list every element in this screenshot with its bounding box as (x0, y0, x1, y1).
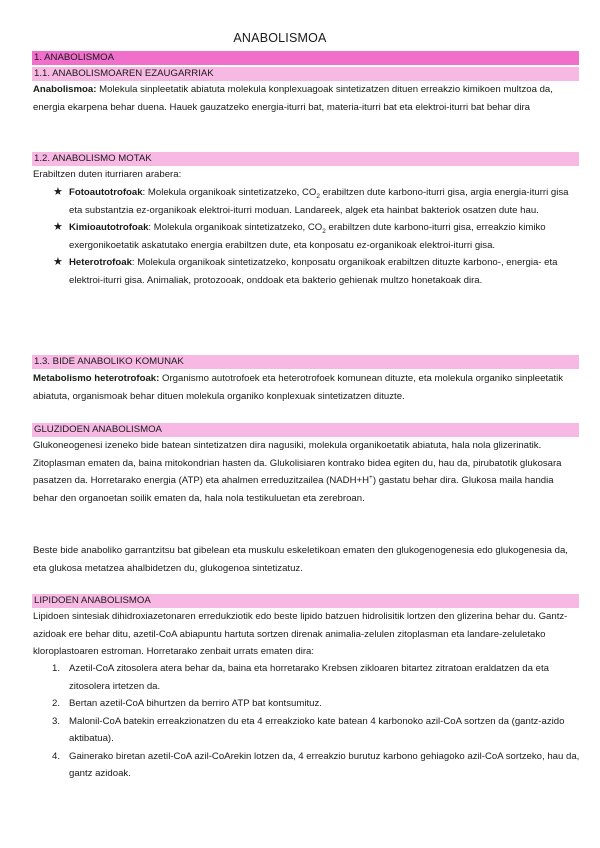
item-text: : Molekula organikoak sintetizatzeko, CO (148, 222, 323, 233)
paragraph-glukoneogenesi (33, 437, 580, 507)
paragraph-metabolismo-heterotrofoak (33, 370, 580, 405)
term-anabolismoa: Anabolismoa: (33, 84, 97, 95)
step-number: 4. (52, 750, 61, 762)
list-item-step (33, 695, 580, 713)
paragraph-anabolismoa-definition (33, 81, 580, 116)
list-item-heterotrofoak (33, 254, 580, 289)
superscript: + (369, 473, 373, 481)
paragraph-text: Glukoneogenesi izeneko bide batean sintetizatzen dira nagusiki, molekula organikoetatik abiatuta, hala nola glizerinatik. Zitoplasman ematen da, baina mitokondrian hasten da. Glukolisiaren kontrako bidea egiten du, hau da, pirubatotik glukosara pasatzen da. Horretarako energia (ATP) eta ahalmen erreduzitzailea (NADH+H (33, 440, 562, 486)
star-bullet-icon: ★ (53, 186, 63, 198)
list-item-step (33, 713, 580, 748)
step-text: Azetil-CoA zitosolera atera behar da, baina eta horretarako Krebsen zikloaren bitartez zitratoan eraldatzen da eta zitosolera irtetzen da. (69, 663, 549, 692)
list-item-kimioautotrofoak (33, 219, 580, 254)
steps-list (33, 660, 580, 783)
list-item-step (33, 660, 580, 695)
term-metabolismo-heterotrofoak: Metabolismo heterotrofoak: (33, 373, 160, 384)
item-text: erabiltzen dute karbono-iturri gisa, erreakzio kimiko exergonikoetatik askatutako energia erabiltzen dute, eta konposatu ez-organikoak elektroi-iturri gisa. (69, 222, 546, 251)
subsection-heading-motak: 1.2. ANABOLISMO MOTAK (32, 152, 579, 166)
paragraph-lipidoen-sintesia: Lipidoen sintesiak dihidroxiazetonaren erredukziotik edo beste lipido batzuen hidrolisitik lortzen den glizerina behar du. Gantz-azidoak ere behar ditu, azetil-CoA abiapuntu hartuta sortzen direnak animalia-zelulen zitoplasman eta landare-zeluletako kloroplastoaren estroman. Horretarako zenbait urrats ematen dira: (33, 611, 568, 657)
paragraph-glukogenogenesia: Beste bide anaboliko garrantzitsu bat gibelean eta muskulu eskeletikoan ematen den glukogenogenesia edo glukogenesia da, eta glukosa metatzea ahalbidetzen du, glukogenoa sintetizatuz. (33, 545, 568, 574)
subsection-heading-ezaugarriak: 1.1. ANABOLISMOAREN EZAUGARRIAK (32, 67, 579, 81)
item-text: erabiltzen dute karbono-iturri gisa, argia energia-iturri gisa eta substantzia ez-organikoak elektroi-iturri moduan. Landareek, algek eta hainbat bakteriok osatzen dute hau. (69, 187, 569, 216)
step-number: 3. (52, 715, 61, 727)
item-text: : Molekula organikoak sintetizatzeko, CO (142, 187, 317, 198)
subsection-heading-bide-anabolikoak: 1.3. BIDE ANABOLIKO KOMUNAK (32, 355, 579, 369)
step-text: Gainerako biretan azetil-CoA azil-CoArekin lotzen da, 4 erreakzio burutuz karbono gehiagoko azil-CoA sortzeko, hau da, gantz azidoak. (69, 750, 580, 779)
step-text: Malonil-CoA batekin erreakzionatzen du eta 4 erreakzioko kate batean 4 karbonoko azil-CoA sortzen da (gantz-azido aktibatua). (69, 715, 565, 744)
paragraph-intro-iturriak: Erabiltzen duten iturriaren arabera: (33, 169, 182, 180)
list-item-step (33, 748, 580, 783)
step-number: 2. (52, 698, 61, 709)
step-number: 1. (52, 663, 61, 674)
subsection-heading-lipidoak: LIPIDOEN ANABOLISMOA (32, 594, 579, 608)
term-fotoautotrofoak: Fotoautotrofoak (69, 187, 143, 198)
subscript: 2 (316, 192, 321, 200)
star-bullet-icon: ★ (53, 221, 63, 233)
term-heterotrofoak: Heterotrofoak (69, 257, 132, 268)
list-item-fotoautotrofoak (33, 184, 580, 219)
section-heading-anabolismoa: 1. ANABOLISMOA (32, 51, 579, 65)
term-kimioautotrofoak: Kimioautotrofoak (69, 222, 149, 233)
page-title: ANABOLISMOA (233, 31, 327, 45)
paragraph-text: ) gastatu behar dira. Glukosa maila handia behar den organoetan soilik ematen da, hala nola testikuluetan eta zerebroan. (33, 475, 554, 504)
star-bullet-icon: ★ (53, 256, 63, 268)
step-text: Bertan azetil-CoA bihurtzen da berriro ATP bat kontsumituz. (69, 698, 322, 709)
paragraph-text: Organismo autotrofoek eta heterotrofoek komunean dituzte, eta molekula organiko sinpleetatik abiatuta, organismoak behar dituen molekula organiko konplexuak sintetizatzen dituzte. (33, 373, 564, 402)
subscript: 2 (322, 227, 326, 235)
subsection-heading-gluzidoak: GLUZIDOEN ANABOLISMOA (32, 423, 579, 437)
types-list (33, 184, 580, 289)
definition-text: Molekula sinpleetatik abiatuta molekula konplexuagoak sintetizatzen dituen erreakzio kimikoen multzoa da, energia ekarpena behar duena. Hauek gauzatzeko energia-iturri bat, materia-iturri bat eta elektroi-iturri bat behar dira (33, 84, 553, 113)
item-text: : Molekula organikoak sintetizatzeko, konposatu organikoak erabiltzen dituzte karbono-, energia- eta elektroi-iturri gisa. Animaliak, protozooak, onddoak eta bakterio gehienak multzo honetakoak dira. (69, 257, 558, 286)
